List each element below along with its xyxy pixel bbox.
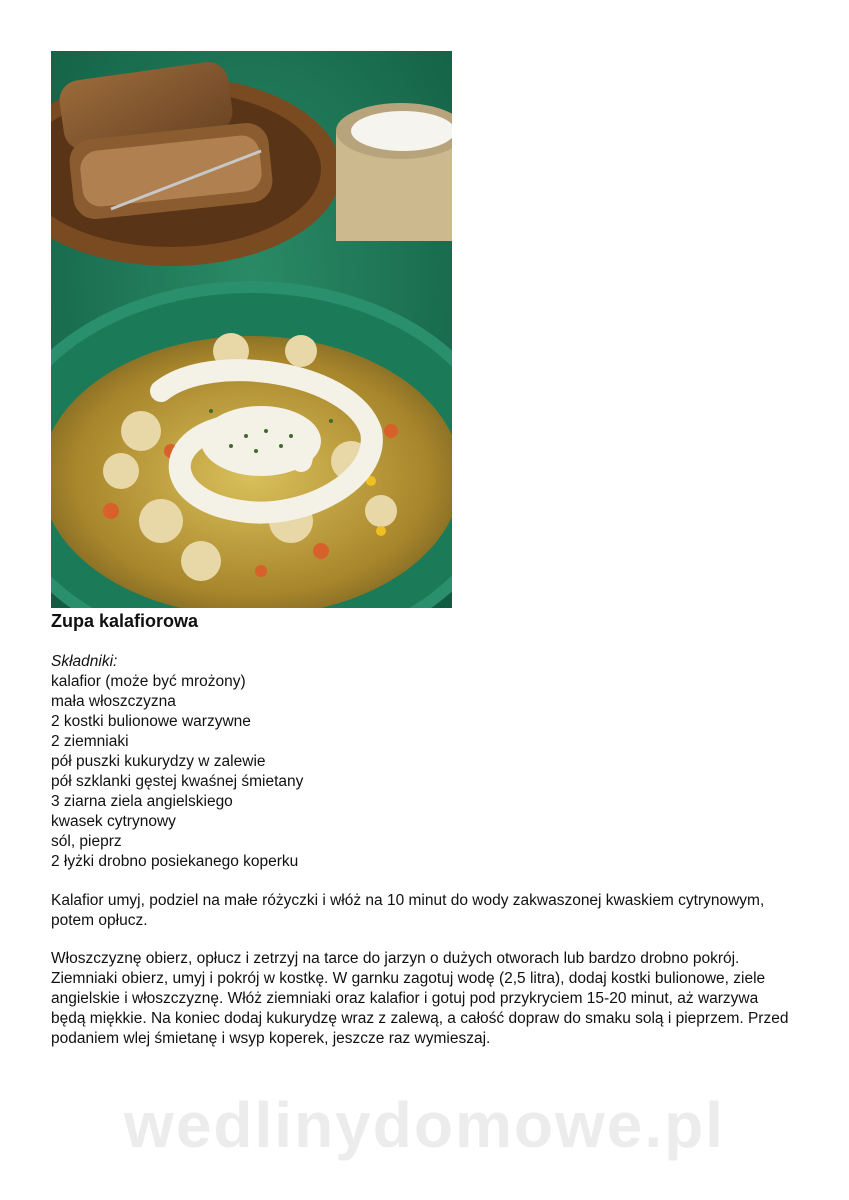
ingredient-item: 2 ziemniaki xyxy=(51,733,129,750)
soup-photo xyxy=(51,51,452,608)
ingredient-item: kwasek cytrynowy xyxy=(51,813,176,830)
ingredients-section xyxy=(51,652,303,872)
ingredient-item: 3 ziarna ziela angielskiego xyxy=(51,793,233,810)
instruction-step-2: Włoszczyznę obierz, opłucz i zetrzyj na tarce do jarzyn o dużych otworach lub bardzo drobno pokrój. Ziemniaki obierz, umyj i pokrój w kostkę. W garnku zagotuj wodę (2,5 litra), dodaj kostki bulionowe, ziele angielskie i włoszczyznę. Włóż ziemniaki oraz kalafior i gotuj pod przykryciem 15-20 minut, aż warzywa będą miękkie. Na koniec dodaj kukurydzę wraz z zalewą, a całość dopraw do smaku solą i pieprzem. Przed podaniem wlej śmietanę i wsyp koperek, jeszcze raz wymieszaj. xyxy=(51,950,789,1047)
ingredient-item: pół szklanki gęstej kwaśnej śmietany xyxy=(51,773,304,790)
ingredients-heading: Składniki: xyxy=(51,653,118,670)
site-watermark: wedlinydomowe.pl xyxy=(124,1089,725,1161)
ingredient-item: 2 kostki bulionowe warzywne xyxy=(51,713,251,730)
ingredient-item: 2 łyżki drobno posiekanego koperku xyxy=(51,853,299,870)
ingredient-item: kalafior (może być mrożony) xyxy=(51,673,246,690)
recipe-title: Zupa kalafiorowa xyxy=(51,611,199,631)
soup-illustration xyxy=(51,51,452,608)
ingredient-item: pół puszki kukurydzy w zalewie xyxy=(51,753,266,770)
instruction-step-1: Kalafior umyj, podziel na małe różyczki i włóż na 10 minut do wody zakwaszonej kwaskiem cytrynowym, potem opłucz. xyxy=(51,892,765,929)
ingredient-item: mała włoszczyzna xyxy=(51,693,176,710)
ingredient-item: sól, pieprz xyxy=(51,833,122,850)
ingredients-list xyxy=(51,672,303,872)
